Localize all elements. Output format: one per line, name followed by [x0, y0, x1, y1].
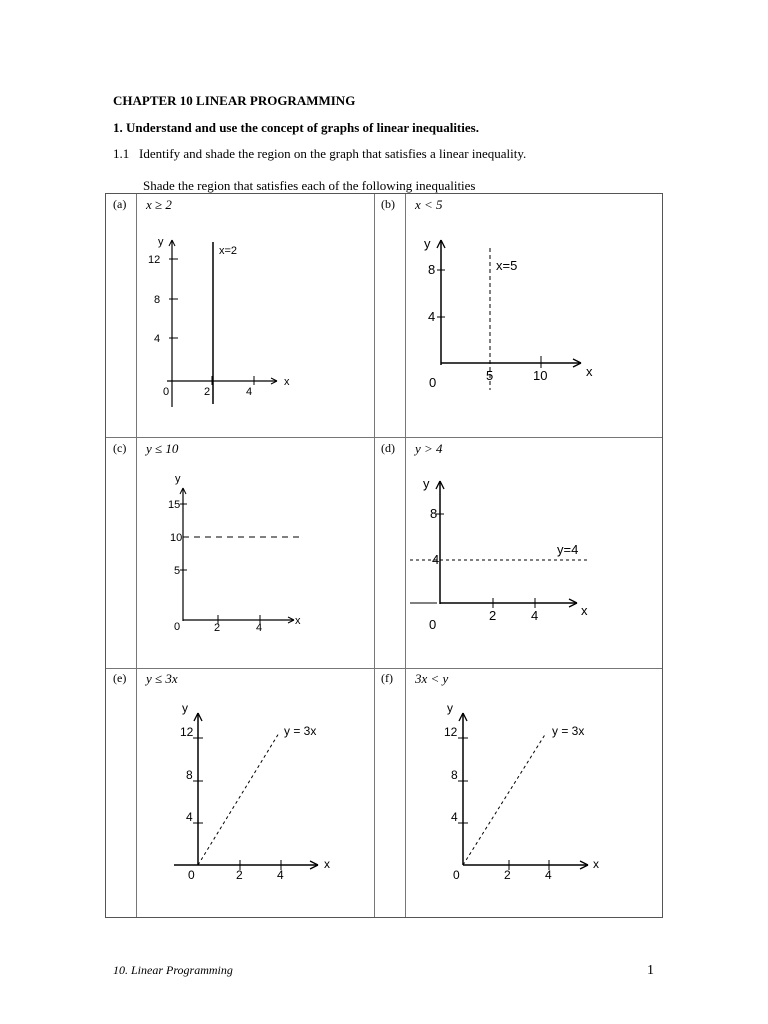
origin-label: 0 [188, 868, 195, 882]
y-tick-label: 8 [154, 294, 161, 306]
cell-d-label: (d) [381, 441, 395, 455]
x-axis-label: x [581, 603, 588, 618]
y-tick-label: 12 [444, 725, 458, 739]
x-tick-label: 10 [533, 368, 548, 383]
graph-a [142, 232, 342, 412]
x-tick-label: 4 [246, 386, 253, 398]
y-tick-label: 4 [186, 810, 193, 824]
line-label: x=2 [219, 245, 238, 257]
cell-a-inequality: x ≥ 2 [146, 197, 172, 212]
x-tick-label: 2 [504, 868, 511, 882]
x-tick-label: 4 [531, 608, 539, 623]
subsection-text: Identify and shade the region on the graph that satisfies a linear inequality. [139, 146, 527, 161]
line-label: y = 3x [552, 724, 585, 738]
line-label: y=4 [557, 542, 579, 557]
cell-a-label: (a) [113, 197, 127, 211]
graph-f [433, 703, 643, 883]
origin-label: 0 [429, 375, 437, 390]
subsection-number: 1.1 [113, 146, 130, 161]
y-axis-label: y [158, 236, 164, 248]
cell-e-inequality: y ≤ 3x [146, 671, 178, 686]
y-tick-label: 4 [451, 810, 458, 824]
y-tick-label: 12 [148, 254, 161, 266]
y-tick-label: 15 [168, 499, 181, 511]
graph-c [156, 471, 366, 641]
graph-d [409, 471, 659, 641]
cell-b-inequality: x < 5 [415, 197, 443, 212]
subsection-heading [113, 146, 526, 162]
y-tick-label: 8 [186, 768, 193, 782]
row-divider [106, 668, 662, 669]
y-tick-label: 8 [428, 262, 436, 277]
y-tick-label: 5 [174, 565, 181, 577]
origin-label: 0 [174, 621, 181, 633]
y-axis-label: y [424, 236, 431, 251]
origin-label: 0 [453, 868, 460, 882]
x-axis-label: x [593, 857, 599, 871]
x-axis-label: x [284, 376, 290, 388]
x-tick-label: 4 [277, 868, 284, 882]
column-divider [136, 194, 137, 917]
origin-label: 0 [163, 386, 170, 398]
x-tick-label: 2 [204, 386, 211, 398]
page-number: 1 [647, 963, 654, 978]
x-tick-label: 2 [214, 622, 221, 634]
x-tick-label: 5 [486, 368, 494, 383]
x-axis-label: x [324, 857, 330, 871]
x-tick-label: 2 [236, 868, 243, 882]
y-axis-label: y [175, 473, 181, 485]
x-tick-label: 4 [545, 868, 552, 882]
y-tick-label: 8 [430, 506, 438, 521]
x-axis-label: x [586, 364, 593, 379]
boundary-line [198, 733, 279, 865]
x-tick-label: 4 [256, 622, 263, 634]
y-axis-label: y [447, 701, 453, 715]
cell-c-inequality: y ≤ 10 [146, 441, 179, 456]
cell-f-label: (f) [381, 671, 393, 685]
y-tick-label: 12 [180, 725, 194, 739]
line-label: x=5 [496, 258, 518, 273]
origin-label: 0 [429, 617, 437, 632]
y-tick-label: 4 [154, 333, 161, 345]
y-tick-label: 4 [432, 552, 440, 567]
exercise-table [105, 193, 663, 918]
graph-b [411, 232, 651, 412]
y-tick-label: 8 [451, 768, 458, 782]
footer-title: 10. Linear Programming [113, 963, 233, 977]
cell-b-label: (b) [381, 197, 395, 211]
boundary-line [463, 733, 546, 865]
cell-d-inequality: y > 4 [415, 441, 443, 456]
instruction-text: Shade the region that satisfies each of the following inequalities [143, 178, 476, 193]
y-axis-label: y [182, 701, 188, 715]
chapter-title: CHAPTER 10 LINEAR PROGRAMMING [113, 93, 356, 108]
x-axis-label: x [295, 615, 301, 627]
cell-c-label: (c) [113, 441, 127, 455]
cell-f-inequality: 3x < y [415, 671, 449, 686]
cell-e-label: (e) [113, 671, 127, 685]
graph-e [166, 703, 376, 883]
y-tick-label: 10 [170, 532, 183, 544]
y-tick-label: 4 [428, 309, 436, 324]
x-tick-label: 2 [489, 608, 497, 623]
column-divider [405, 194, 406, 917]
line-label: y = 3x [284, 724, 317, 738]
section-heading: 1. Understand and use the concept of graphs of linear inequalities. [113, 120, 479, 135]
y-axis-label: y [423, 476, 430, 491]
row-divider [106, 437, 662, 438]
